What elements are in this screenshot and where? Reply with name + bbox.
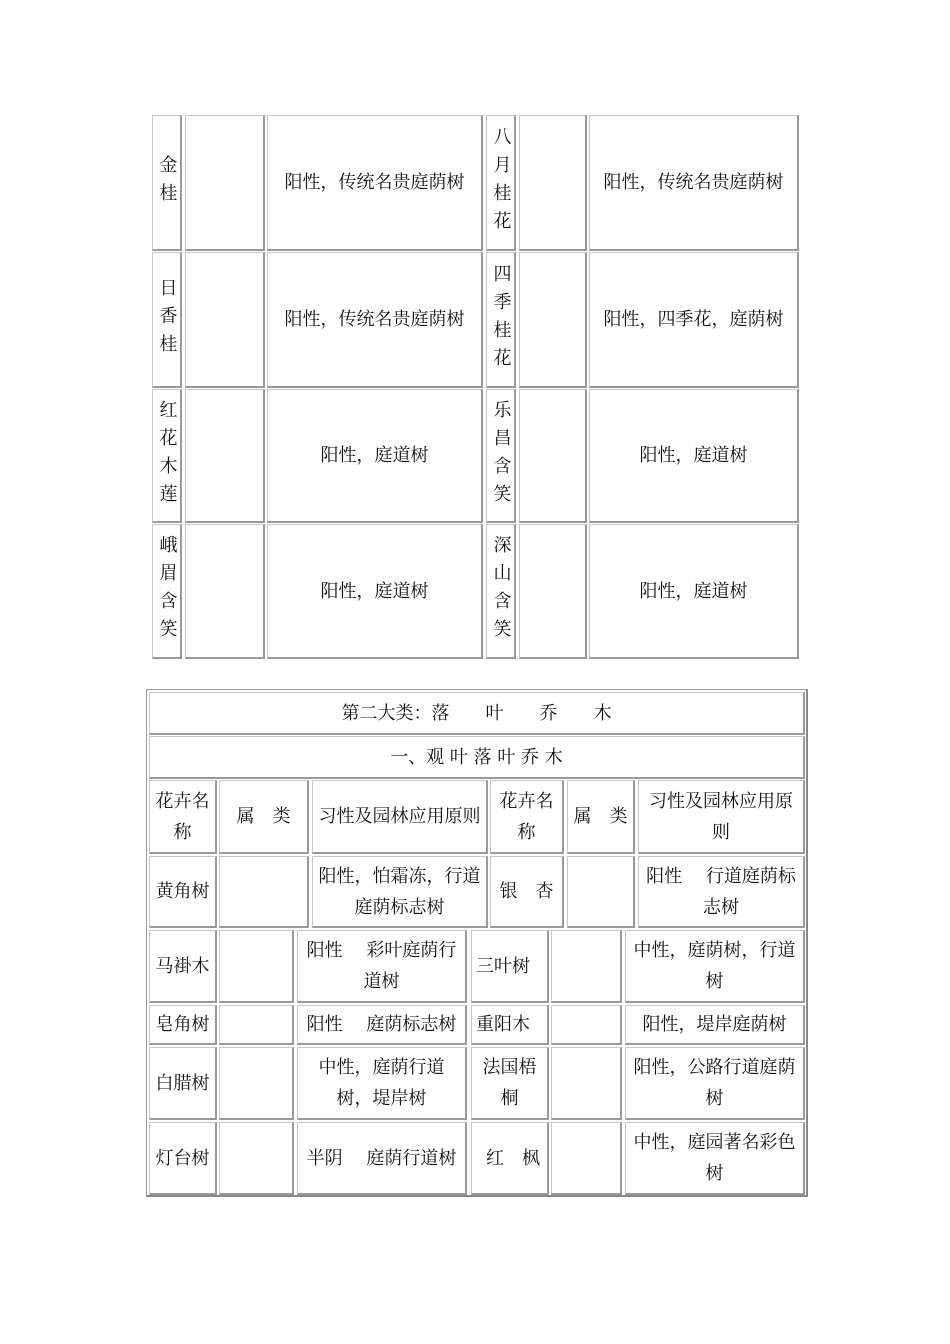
table-cell-name: 峨眉含笑 <box>152 524 182 659</box>
table-cell-name: 三叶树 <box>471 930 549 1003</box>
table-cell-genus <box>185 252 265 388</box>
table-cell-habit: 阳性，庭道树 <box>589 389 799 523</box>
table-cell-genus <box>551 930 622 1003</box>
header-genus: 属 类 <box>567 780 635 854</box>
header-genus: 属 类 <box>219 780 309 854</box>
header-habit: 习性及园林应用原则 <box>312 780 488 854</box>
table-cell-habit: 阳性，传统名贵庭荫树 <box>589 115 799 251</box>
table-cell-genus <box>519 252 587 388</box>
table-cell-habit: 阳性，传统名贵庭荫树 <box>267 252 483 388</box>
table-cell-genus <box>219 856 309 928</box>
table-cell-habit: 中性，庭园著名彩色树 <box>625 1122 805 1195</box>
table-cell-name: 黄角树 <box>149 856 217 928</box>
table-cell-name: 白腊树 <box>149 1047 217 1120</box>
table-cell-genus <box>219 1005 294 1045</box>
table-cell-name: 金桂 <box>152 115 182 251</box>
table-cell-habit: 阳性，公路行道庭荫树 <box>625 1047 805 1120</box>
table-cell-name: 法国梧桐 <box>471 1047 549 1120</box>
header-name: 花卉名称 <box>490 780 564 854</box>
table-cell-name: 八月桂花 <box>486 115 516 251</box>
table-cell-genus <box>519 115 587 251</box>
table-cell-habit: 阳性，四季花，庭荫树 <box>589 252 799 388</box>
table-cell-habit: 阳性，庭道树 <box>267 389 483 523</box>
category-title: 第二大类：落 叶 乔 木 <box>149 692 805 735</box>
table-cell-name: 日香桂 <box>152 252 182 388</box>
table-cell-genus <box>185 389 265 523</box>
table-cell-genus <box>519 524 587 659</box>
table-cell-habit: 阳性，庭道树 <box>589 524 799 659</box>
table-cell-habit: 阳性 彩叶庭荫行道树 <box>297 930 467 1003</box>
table-cell-name: 灯台树 <box>149 1122 217 1195</box>
header-name: 花卉名称 <box>149 780 217 854</box>
table-cell-genus <box>219 1122 294 1195</box>
table-cell-name: 马褂木 <box>149 930 217 1003</box>
table-cell-genus <box>219 930 294 1003</box>
table-cell-name: 重阳木 <box>471 1005 549 1045</box>
table-cell-habit: 阳性 庭荫标志树 <box>297 1005 467 1045</box>
table-cell-genus <box>551 1047 622 1120</box>
table-cell-genus <box>567 856 635 928</box>
table-cell-habit: 阳性，怕霜冻，行道庭荫标志树 <box>312 856 488 928</box>
table-cell-name: 红花木莲 <box>152 389 182 523</box>
table-cell-name: 皂角树 <box>149 1005 217 1045</box>
table-cell-name: 四季桂花 <box>486 252 516 388</box>
table-cell-habit: 中性，庭荫行道树，堤岸树 <box>297 1047 467 1120</box>
subcategory-title: 一、观 叶 落 叶 乔 木 <box>149 736 805 779</box>
table-cell-name: 深山含笑 <box>486 524 516 659</box>
table-cell-habit: 阳性 行道庭荫标志树 <box>638 856 805 928</box>
header-habit: 习性及园林应用原则 <box>638 780 805 854</box>
table-cell-name: 乐昌含笑 <box>486 389 516 523</box>
table-cell-genus <box>551 1005 622 1045</box>
table-cell-genus <box>219 1047 294 1120</box>
table-cell-genus <box>519 389 587 523</box>
table-cell-genus <box>185 524 265 659</box>
table-cell-habit: 中性，庭荫树，行道树 <box>625 930 805 1003</box>
table-cell-habit: 阳性，庭道树 <box>267 524 483 659</box>
table-cell-genus <box>185 115 265 251</box>
table-cell-habit: 半阴 庭荫行道树 <box>297 1122 467 1195</box>
table-cell-name: 银 杏 <box>490 856 564 928</box>
table-cell-name: 红 枫 <box>471 1122 549 1195</box>
table-cell-genus <box>551 1122 622 1195</box>
table-cell-habit: 阳性，堤岸庭荫树 <box>625 1005 805 1045</box>
table-cell-habit: 阳性，传统名贵庭荫树 <box>267 115 483 251</box>
